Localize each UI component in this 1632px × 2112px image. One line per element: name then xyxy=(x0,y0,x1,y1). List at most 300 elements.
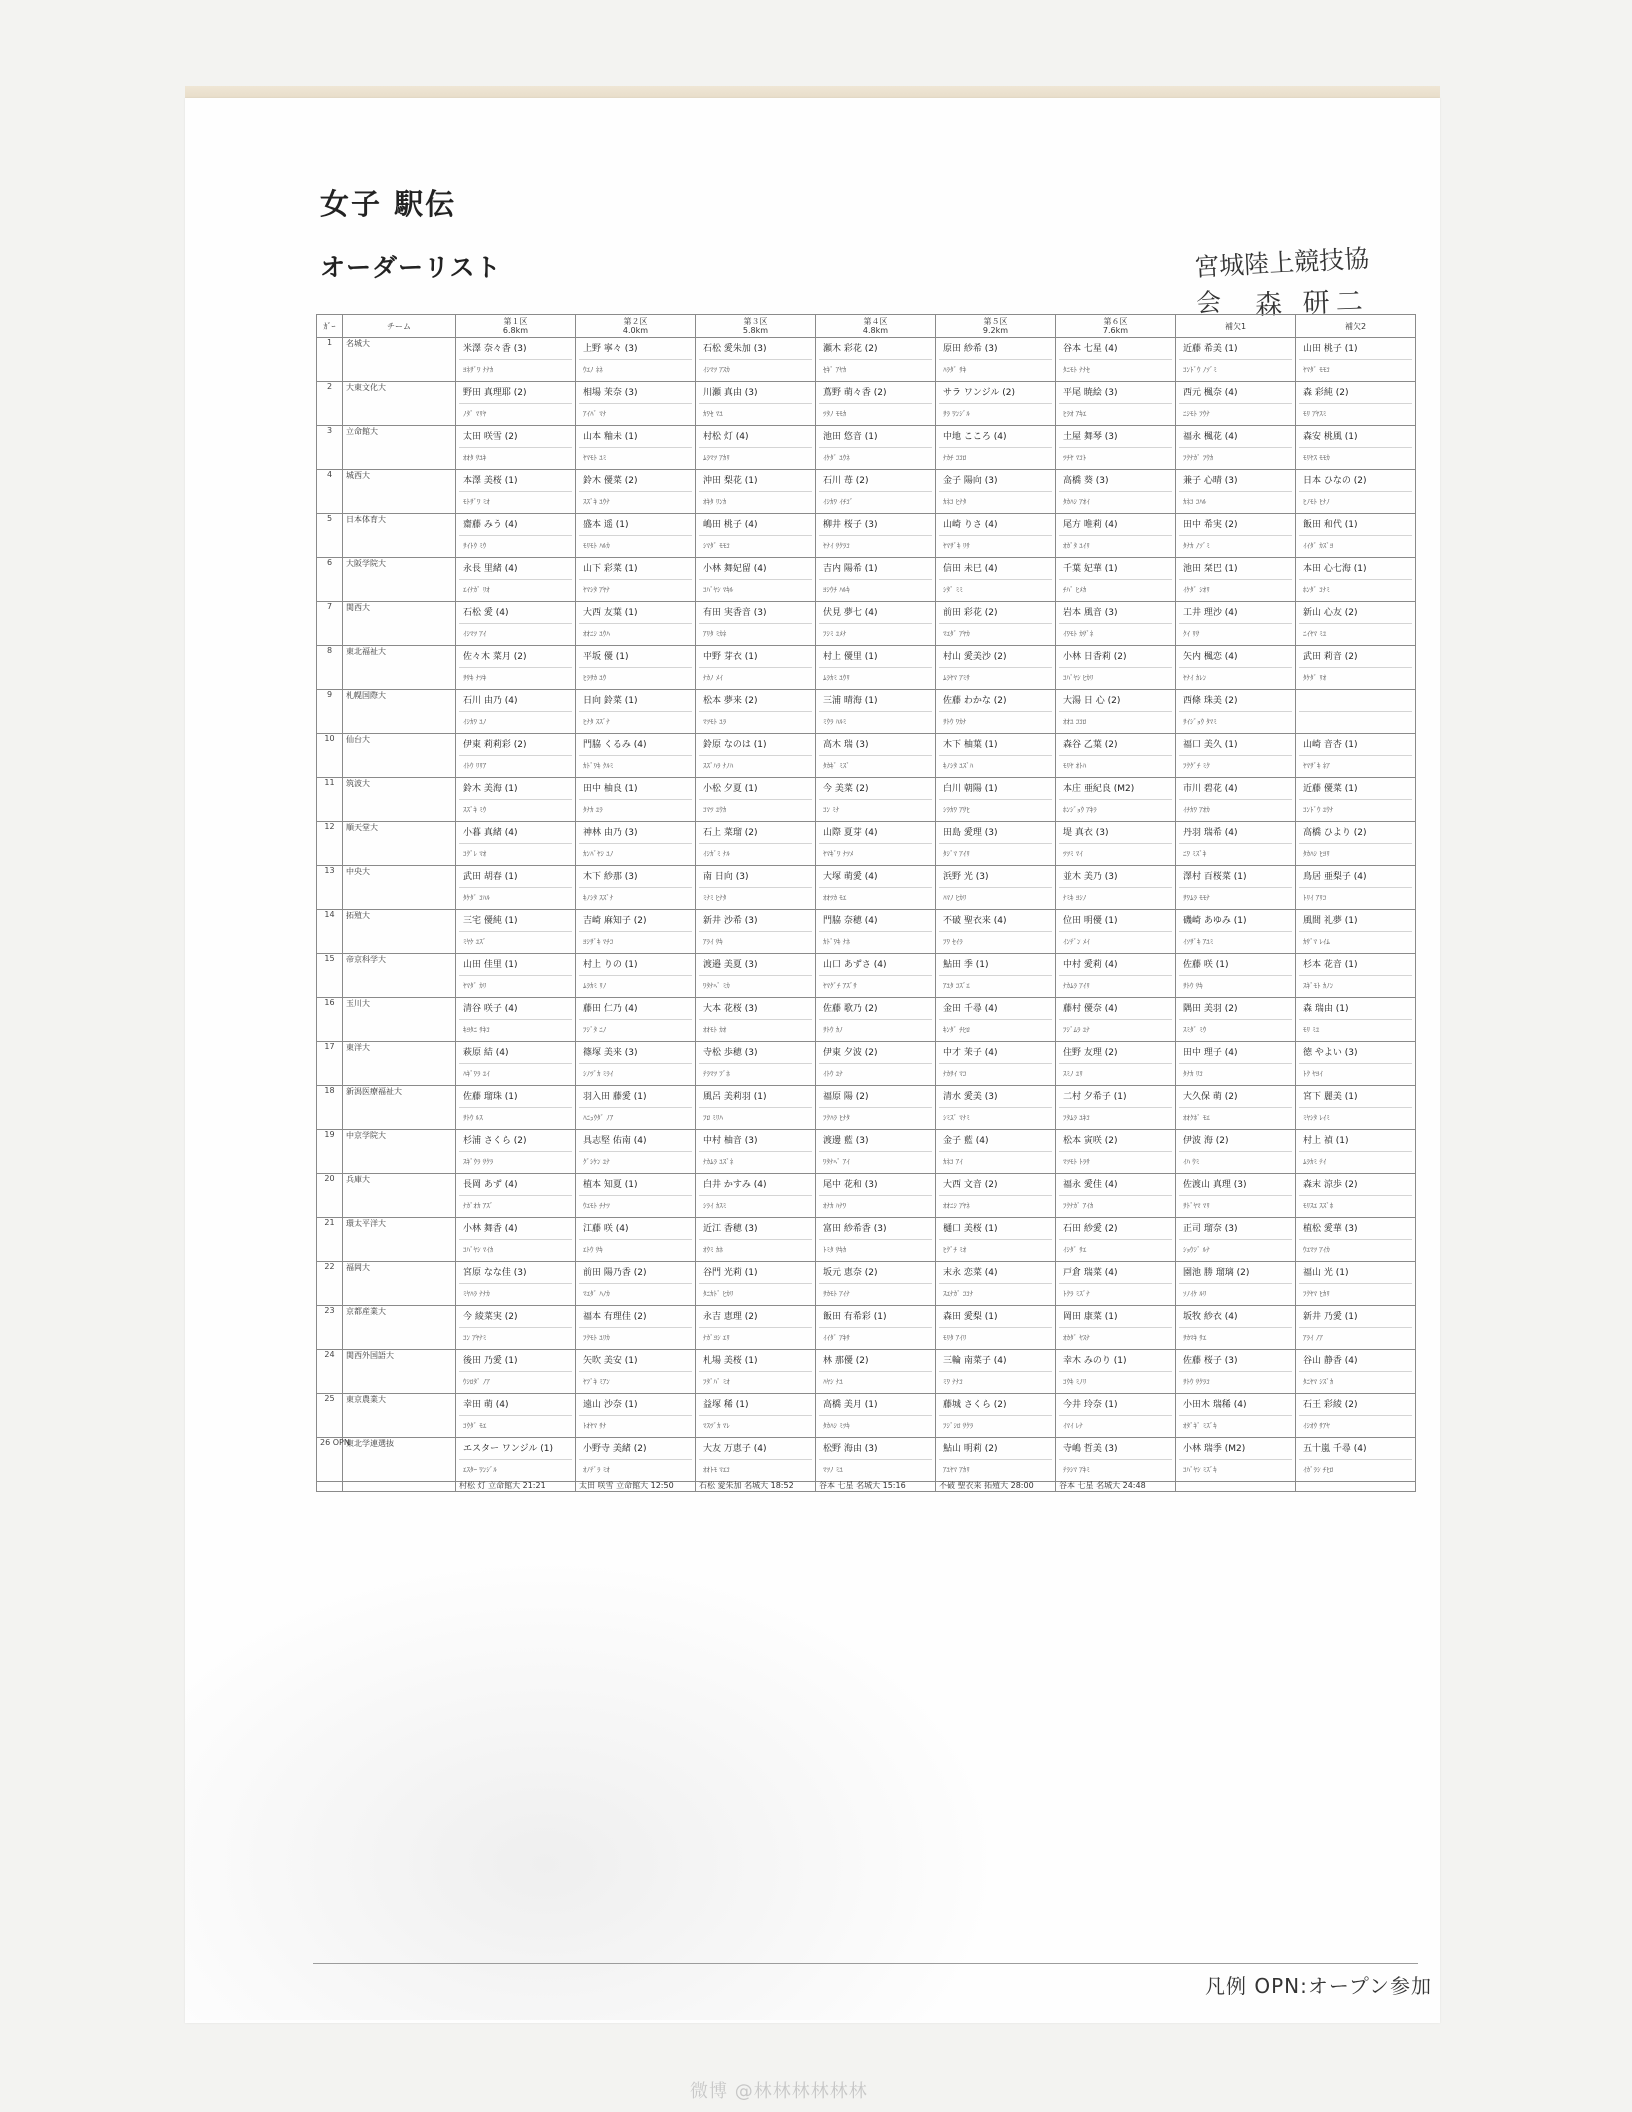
runner-name: 沖田 梨花 (1) xyxy=(699,470,812,492)
runner-cell xyxy=(696,558,816,602)
runner-cell xyxy=(816,778,936,822)
runner-name: 藤田 仁乃 (4) xyxy=(579,998,692,1020)
runner-cell xyxy=(696,690,816,734)
runner-cell xyxy=(936,646,1056,690)
runner-cell xyxy=(696,1394,816,1438)
runner-cell xyxy=(936,1218,1056,1262)
runner-kana: ﾌｼﾞﾑﾗ ﾕﾅ xyxy=(1063,1026,1090,1034)
runner-name: 新井 乃愛 (1) xyxy=(1299,1306,1412,1328)
team-number: 25 xyxy=(317,1394,343,1438)
table-row xyxy=(317,470,1416,514)
runner-cell xyxy=(1176,690,1296,734)
runner-name: 鈴原 なのは (1) xyxy=(699,734,812,756)
leg-distance: 9.2km xyxy=(982,326,1009,335)
runner-kana: ｻｶﾓﾄ ｱｲﾅ xyxy=(823,1290,850,1298)
runner-cell xyxy=(936,954,1056,998)
runner-name: 柳井 桜子 (3) xyxy=(819,514,932,536)
runner-kana: ﾖｼｻﾞｷ ﾏﾁｺ xyxy=(583,938,614,946)
runner-cell xyxy=(576,1438,696,1482)
runner-kana: ﾄｸﾗ ﾐｽﾞﾅ xyxy=(1063,1290,1090,1298)
runner-name: 伊波 海 (2) xyxy=(1179,1130,1292,1152)
runner-kana: ｼﾉﾂﾞｶ ﾐﾗｲ xyxy=(583,1070,614,1078)
runner-cell xyxy=(1296,1130,1416,1174)
table-row xyxy=(317,866,1416,910)
runner-cell xyxy=(936,690,1056,734)
runner-kana: ｻｻｷ ﾅﾂｷ xyxy=(463,674,487,682)
runner-name: 平尾 暁絵 (3) xyxy=(1059,382,1172,404)
runner-cell xyxy=(816,602,936,646)
runner-kana: ｶﾜｾ ﾏﾕ xyxy=(703,410,723,418)
runner-kana: ｻﾄｳ ｻｸﾗｺ xyxy=(1183,1378,1210,1386)
runner-name: 中野 芽衣 (1) xyxy=(699,646,812,668)
runner-name: 高橋 ひより (2) xyxy=(1299,822,1412,844)
runner-kana: ﾄﾐﾀ ｻｷｶ xyxy=(823,1246,847,1254)
runner-kana: ｲｹﾀﾞ ｼｵﾘ xyxy=(1183,586,1210,594)
runner-name: 西條 珠美 (2) xyxy=(1179,690,1292,712)
runner-name: 三浦 晴海 (1) xyxy=(819,690,932,712)
team-number: 23 xyxy=(317,1306,343,1350)
runner-name: 今 美菜 (2) xyxy=(819,778,932,800)
runner-cell xyxy=(1176,602,1296,646)
runner-kana: ｲｼｶﾞﾐ ﾅﾙ xyxy=(703,850,730,858)
runner-cell xyxy=(816,382,936,426)
team-name: 福岡大 xyxy=(343,1262,456,1306)
runner-cell xyxy=(936,382,1056,426)
runner-kana: ﾌｼﾐ ﾕﾒﾅ xyxy=(823,630,847,638)
runner-cell xyxy=(576,1130,696,1174)
runner-cell xyxy=(1176,514,1296,558)
runner-kana: ﾄｸ ﾔﾖｲ xyxy=(1303,1070,1323,1078)
runner-cell xyxy=(456,822,576,866)
runner-kana: ﾎﾝﾀﾞ ｺﾅﾐ xyxy=(1303,586,1330,594)
runner-kana: ｴﾄｳ ｻｷ xyxy=(583,1246,603,1254)
runner-cell xyxy=(816,1086,936,1130)
runner-name: 中村 愛莉 (4) xyxy=(1059,954,1172,976)
header-team: チーム xyxy=(343,315,456,338)
runner-kana: ﾔﾏｼﾀ ｱﾔﾅ xyxy=(583,586,610,594)
runner-kana: ﾔﾅｲ ｶﾚﾝ xyxy=(1183,674,1207,682)
runner-cell xyxy=(1056,1174,1176,1218)
runner-kana: ｵｶﾞﾀ ﾕｲﾘ xyxy=(1063,542,1090,550)
runner-cell xyxy=(576,1394,696,1438)
runner-kana: ｱﾕﾔﾏ ｱｶﾘ xyxy=(943,1466,970,1474)
runner-kana: ｵｶﾀﾞ ﾔｽﾅ xyxy=(1063,1334,1090,1342)
runner-cell xyxy=(456,690,576,734)
team-number: 22 xyxy=(317,1262,343,1306)
team-number: 19 xyxy=(317,1130,343,1174)
runner-cell xyxy=(936,514,1056,558)
runner-name: 渡邊 藍 (3) xyxy=(819,1130,932,1152)
team-name: 仙台大 xyxy=(343,734,456,778)
runner-name: 千葉 妃華 (1) xyxy=(1059,558,1172,580)
runner-name: 小林 瑞季 (M2) xyxy=(1179,1438,1292,1460)
runner-cell xyxy=(1176,778,1296,822)
team-name: 玉川大 xyxy=(343,998,456,1042)
runner-kana: ﾐﾅﾐ ﾋﾅﾀ xyxy=(703,894,727,902)
runner-name: 三輪 南菜子 (4) xyxy=(939,1350,1052,1372)
team-name: 日本体育大 xyxy=(343,514,456,558)
runner-kana: ｺｸﾞﾚ ﾏｵ xyxy=(463,850,487,858)
runner-name: 吉内 陽希 (1) xyxy=(819,558,932,580)
table-row xyxy=(317,426,1416,470)
runner-cell xyxy=(1056,1350,1176,1394)
runner-name: 三宅 優純 (1) xyxy=(459,910,572,932)
team-name: 立命館大 xyxy=(343,426,456,470)
table-row xyxy=(317,514,1416,558)
runner-name: 佐藤 咲 (1) xyxy=(1179,954,1292,976)
runner-kana: ｱﾗｲ ﾉｱ xyxy=(1303,1334,1323,1342)
runner-cell xyxy=(456,1086,576,1130)
runner-cell xyxy=(1056,1262,1176,1306)
runner-cell xyxy=(1056,1042,1176,1086)
runner-name: 石川 由乃 (4) xyxy=(459,690,572,712)
runner-name: 矢吹 美安 (1) xyxy=(579,1350,692,1372)
runner-name: 日向 鈴菜 (1) xyxy=(579,690,692,712)
best-row-spacer xyxy=(343,1482,456,1492)
runner-cell xyxy=(1056,426,1176,470)
runner-cell xyxy=(696,734,816,778)
runner-kana: ﾊﾔｼ ﾅﾕ xyxy=(823,1378,843,1386)
runner-name: 池田 悠音 (1) xyxy=(819,426,932,448)
runner-kana: ﾔﾏﾀﾞ ｶﾘ xyxy=(463,982,487,990)
runner-name: 寺嶋 哲美 (3) xyxy=(1059,1438,1172,1460)
runner-cell xyxy=(1056,1306,1176,1350)
runner-name: 伏見 夢七 (4) xyxy=(819,602,932,624)
runner-kana: ﾌｸｸﾞﾁ ﾐｸ xyxy=(1183,762,1210,770)
team-name: 京都産業大 xyxy=(343,1306,456,1350)
runner-kana: ｵｵﾀ ｻﾕｷ xyxy=(463,454,487,462)
runner-name: 信田 未巳 (4) xyxy=(939,558,1052,580)
runner-cell xyxy=(1176,382,1296,426)
runner-name: 村上 りの (1) xyxy=(579,954,692,976)
runner-kana: ｼﾗｲ ｶｽﾐ xyxy=(703,1202,727,1210)
runner-cell xyxy=(576,734,696,778)
runner-kana: ｷﾉｼﾀ ﾕｽﾞﾊ xyxy=(943,762,974,770)
runner-kana: ﾊｷﾞﾜﾗ ﾕｲ xyxy=(463,1070,490,1078)
runner-cell xyxy=(816,690,936,734)
runner-kana: ｽｴﾅｶﾞ ｺｺﾅ xyxy=(943,1290,974,1298)
runner-kana: ﾏﾂﾉ ﾐﾕ xyxy=(823,1466,843,1474)
table-row xyxy=(317,822,1416,866)
runner-cell xyxy=(1296,1174,1416,1218)
runner-name: 風間 礼夢 (1) xyxy=(1299,910,1412,932)
runner-name: 幸木 みのり (1) xyxy=(1059,1350,1172,1372)
runner-kana: ｺﾝﾄﾞｳ ﾕｳﾅ xyxy=(1303,806,1334,814)
runner-name: 幸田 萌 (4) xyxy=(459,1394,572,1416)
runner-name: 園池 勝 瑠璃 (2) xyxy=(1179,1262,1292,1284)
runner-cell xyxy=(1056,822,1176,866)
runner-kana: ｺﾝ ｱﾔﾅﾐ xyxy=(463,1334,487,1342)
runner-cell xyxy=(1296,338,1416,382)
runner-cell xyxy=(696,1042,816,1086)
runner-name: 渡邉 美夏 (3) xyxy=(699,954,812,976)
runner-name: 土屋 舞琴 (3) xyxy=(1059,426,1172,448)
runner-name: 門脇 奈穂 (4) xyxy=(819,910,932,932)
runner-cell xyxy=(696,1438,816,1482)
runner-name: 中才 茉子 (4) xyxy=(939,1042,1052,1064)
team-number: 1 xyxy=(317,338,343,382)
runner-kana: ﾅﾐｷ ﾖｼﾉ xyxy=(1063,894,1087,902)
runner-cell xyxy=(576,1174,696,1218)
runner-name: 谷本 七星 (4) xyxy=(1059,338,1172,360)
runner-name: 田中 柚良 (1) xyxy=(579,778,692,800)
runner-kana: ﾓﾘ ﾐﾕ xyxy=(1303,1026,1320,1034)
runner-kana xyxy=(1299,712,1412,733)
runner-name: 鈴木 美海 (1) xyxy=(459,778,572,800)
runner-kana: ﾅｶﾑﾗ ｱｲﾘ xyxy=(1063,982,1090,990)
leg-distance: 6.8km xyxy=(502,326,529,335)
team-number: 10 xyxy=(317,734,343,778)
runner-cell xyxy=(696,1350,816,1394)
runner-cell xyxy=(576,470,696,514)
runner-name: 宮下 麗美 (1) xyxy=(1299,1086,1412,1108)
watermark: 微博 @林林林林林林 xyxy=(690,2081,868,2102)
runner-name: 五十嵐 千尋 (4) xyxy=(1299,1438,1412,1460)
runner-name: 本庄 亜紀良 (M2) xyxy=(1059,778,1172,800)
runner-kana: ﾆﾜ ﾐｽﾞｷ xyxy=(1183,850,1207,858)
runner-cell xyxy=(1176,1438,1296,1482)
runner-name: 上野 寧々 (3) xyxy=(579,338,692,360)
runner-name: 林 那優 (2) xyxy=(819,1350,932,1372)
leg-label: 第４区 xyxy=(863,317,888,326)
runner-cell xyxy=(816,1218,936,1262)
runner-cell xyxy=(696,1130,816,1174)
runner-name: 中地 こころ (4) xyxy=(939,426,1052,448)
runner-kana: ﾌｸﾔﾏ ﾋｶﾘ xyxy=(1303,1290,1330,1298)
runner-cell xyxy=(1296,910,1416,954)
footer-rule xyxy=(313,1963,1418,1964)
runner-name: 石松 愛 (4) xyxy=(459,602,572,624)
runner-name: 坂元 恵奈 (2) xyxy=(819,1262,932,1284)
runner-name: 佐藤 瑠珠 (1) xyxy=(459,1086,572,1108)
runner-cell xyxy=(696,866,816,910)
runner-cell xyxy=(576,558,696,602)
team-number: 6 xyxy=(317,558,343,602)
runner-cell xyxy=(816,646,936,690)
runner-cell xyxy=(816,1350,936,1394)
team-name: 城西大 xyxy=(343,470,456,514)
runner-name: 米澤 奈々香 (3) xyxy=(459,338,572,360)
runner-cell xyxy=(1176,910,1296,954)
runner-kana: ﾅｶﾉ ﾒｲ xyxy=(703,674,723,682)
runner-name: 石王 彩綾 (2) xyxy=(1299,1394,1412,1416)
runner-kana: ﾊﾆｭｳﾀﾞ ﾉｱ xyxy=(583,1114,614,1122)
runner-kana: ﾖﾈｻﾞﾜ ﾅﾅｶ xyxy=(463,366,494,374)
team-number: 5 xyxy=(317,514,343,558)
runner-kana: ｲﾏｲ ﾚﾅ xyxy=(1063,1422,1083,1430)
runner-name: 後田 乃愛 (1) xyxy=(459,1350,572,1372)
runner-cell xyxy=(576,382,696,426)
runner-name: 福永 愛佳 (4) xyxy=(1059,1174,1172,1196)
runner-cell xyxy=(576,1218,696,1262)
runner-kana: ﾄﾘｲ ｱﾘｺ xyxy=(1303,894,1327,902)
runner-kana: ﾂﾂﾐ ﾏｲ xyxy=(1063,850,1083,858)
team-name: 大阪学院大 xyxy=(343,558,456,602)
runner-kana: ｵﾉﾃﾞﾗ ﾐｵ xyxy=(583,1466,610,1474)
runner-kana: ﾋﾗｻｶ ﾕｳ xyxy=(583,674,607,682)
team-number: 12 xyxy=(317,822,343,866)
runner-cell xyxy=(576,338,696,382)
runner-cell xyxy=(1056,734,1176,778)
runner-kana: ﾓﾘ ｱﾔｽﾐ xyxy=(1303,410,1327,418)
runner-kana: ﾉﾀﾞ ﾏﾘﾔ xyxy=(463,410,487,418)
runner-cell xyxy=(1296,1086,1416,1130)
runner-kana: ｱｲﾊﾞ ﾏﾅ xyxy=(583,410,607,418)
runner-kana: ﾌｸﾓﾄ ﾕﾘｶ xyxy=(583,1334,610,1342)
runner-kana: ﾜﾀﾅﾍﾞ ｱｲ xyxy=(823,1158,850,1166)
runner-name: 羽入田 藤愛 (1) xyxy=(579,1086,692,1108)
runner-kana: ﾌｸﾊﾗ ﾋﾅﾀ xyxy=(823,1114,850,1122)
runner-kana: ｶﾈｺ ｺﾊﾙ xyxy=(1183,498,1207,506)
runner-kana: ﾀﾆｶﾄﾞ ﾋｶﾘ xyxy=(703,1290,734,1298)
runner-kana: ｲｼﾀﾞ ｻｴ xyxy=(1063,1246,1087,1254)
runner-cell xyxy=(1296,690,1416,734)
runner-name: 田島 愛理 (3) xyxy=(939,822,1052,844)
header-leg-4 xyxy=(816,315,936,338)
runner-kana: ｱﾘﾀ ﾐｶﾈ xyxy=(703,630,727,638)
runner-name: 山田 桃子 (1) xyxy=(1299,338,1412,360)
runner-cell xyxy=(1296,734,1416,778)
runner-kana: ｻﾄｳ ｶﾉ xyxy=(823,1026,843,1034)
runner-cell xyxy=(816,1306,936,1350)
runner-kana: ｲｼｵｳ ｻｱﾔ xyxy=(1303,1422,1330,1430)
runner-name: 村上 禎 (1) xyxy=(1299,1130,1412,1152)
runner-cell xyxy=(1176,558,1296,602)
runner-kana: ｲﾝﾃﾞﾝ ﾒｲ xyxy=(1063,938,1090,946)
paper-fold-shadow xyxy=(185,1500,1085,2020)
runner-kana: ﾅｶﾁ ｺｺﾛ xyxy=(943,454,967,462)
team-name: 拓殖大 xyxy=(343,910,456,954)
runner-cell xyxy=(936,426,1056,470)
runner-kana: ﾅｶｻｲ ﾏｺ xyxy=(943,1070,967,1078)
runner-cell xyxy=(576,1042,696,1086)
runner-kana: ｵﾀﾞｷﾞ ﾐｽﾞｷ xyxy=(1183,1422,1217,1430)
runner-cell xyxy=(936,1174,1056,1218)
runner-name: 嶋田 桃子 (4) xyxy=(699,514,812,536)
table-row xyxy=(317,1350,1416,1394)
runner-name: 松野 海由 (3) xyxy=(819,1438,932,1460)
runner-kana: ﾑﾗｶﾐ ﾃｲ xyxy=(1303,1158,1327,1166)
runner-kana: ﾓﾘﾔ ｵﾄﾊ xyxy=(1063,762,1087,770)
runner-name: 前田 陽乃香 (2) xyxy=(579,1262,692,1284)
runner-kana: ﾌﾀﾞﾊﾞ ﾐｵ xyxy=(703,1378,730,1386)
runner-name: 樋口 美桜 (1) xyxy=(939,1218,1052,1240)
runner-cell xyxy=(1056,690,1176,734)
runner-kana: ｻﾄﾞﾔﾏ ﾏﾘ xyxy=(1183,1202,1210,1210)
runner-name: 不破 聖衣来 (4) xyxy=(939,910,1052,932)
leg-label: 第５区 xyxy=(983,317,1008,326)
runner-kana: ﾔﾅｲ ｻｸﾗｺ xyxy=(823,542,850,550)
runner-cell xyxy=(576,514,696,558)
runner-name: 藤村 優奈 (4) xyxy=(1059,998,1172,1020)
runner-kana: ﾅｶﾑﾗ ﾕｽﾞﾈ xyxy=(703,1158,734,1166)
runner-name: 正司 瑠奈 (3) xyxy=(1179,1218,1292,1240)
header-leg-5 xyxy=(936,315,1056,338)
runner-kana: ﾀﾅｶ ﾉｿﾞﾐ xyxy=(1183,542,1210,550)
runner-kana: ｽｷﾞﾓﾄ ｶﾉﾝ xyxy=(1303,982,1334,990)
runner-kana: ﾌｼﾞｼﾛ ｻｸﾗ xyxy=(943,1422,974,1430)
runner-cell xyxy=(1176,1306,1296,1350)
team-name: 名城大 xyxy=(343,338,456,382)
table-row xyxy=(317,602,1416,646)
runner-kana: ｽﾐﾀﾞ ﾐｳ xyxy=(1183,1026,1207,1034)
runner-name: 白川 朝陽 (1) xyxy=(939,778,1052,800)
runner-kana: ｲｲﾀﾞ ｶｽﾞﾖ xyxy=(1303,542,1334,550)
section-best-leg-7 xyxy=(1176,1482,1296,1492)
runner-cell xyxy=(1176,954,1296,998)
runner-kana: ﾏﾂﾓﾄ ﾄﾗｻ xyxy=(1063,1158,1090,1166)
leg-label: 補欠1 xyxy=(1224,321,1247,331)
runner-kana: ﾌｸﾅｶﾞ ﾌｳｶ xyxy=(1183,454,1214,462)
runner-name: 大久保 萌 (2) xyxy=(1179,1086,1292,1108)
runner-kana: ﾐﾔﾊﾗ ﾅﾅｶ xyxy=(463,1290,490,1298)
runner-cell xyxy=(576,1350,696,1394)
runner-name: 近江 香穂 (3) xyxy=(699,1218,812,1240)
runner-name: 福口 美久 (1) xyxy=(1179,734,1292,756)
runner-cell xyxy=(1296,602,1416,646)
runner-kana: ﾓﾘﾓﾄ ﾊﾙｶ xyxy=(583,542,610,550)
runner-name: 武田 胡春 (1) xyxy=(459,866,572,888)
runner-cell xyxy=(1176,734,1296,778)
runner-kana: ｺﾊﾞﾔｼ ﾏｲｶ xyxy=(463,1246,494,1254)
runner-name: 金田 千尋 (4) xyxy=(939,998,1052,1020)
team-name: 新潟医療福祉大 xyxy=(343,1086,456,1130)
runner-cell xyxy=(936,602,1056,646)
runner-kana: ｳｴﾓﾄ ﾁﾅﾂ xyxy=(583,1202,610,1210)
runner-cell xyxy=(816,1174,936,1218)
runner-cell xyxy=(456,470,576,514)
runner-cell xyxy=(1056,382,1176,426)
runner-name: 矢内 楓恋 (4) xyxy=(1179,646,1292,668)
runner-name: 高木 瑞 (3) xyxy=(819,734,932,756)
runner-kana: ﾀｼﾞﾏ ｱｲﾘ xyxy=(943,850,970,858)
runner-cell xyxy=(1296,382,1416,426)
team-name: 東京農業大 xyxy=(343,1394,456,1438)
runner-cell xyxy=(1176,1130,1296,1174)
runner-cell xyxy=(936,338,1056,382)
runner-name: 遠山 沙奈 (1) xyxy=(579,1394,692,1416)
runner-kana: ﾑﾗｶﾐ ﾘﾉ xyxy=(583,982,607,990)
runner-kana: ﾌﾀﾑﾗ ﾕｷｺ xyxy=(1063,1114,1090,1122)
runner-cell xyxy=(456,1042,576,1086)
runner-cell xyxy=(1056,998,1176,1042)
runner-name: 山崎 りさ (4) xyxy=(939,514,1052,536)
runner-kana: ﾅｶﾞｵｶ ｱｽﾞ xyxy=(463,1202,494,1210)
runner-cell xyxy=(936,1306,1056,1350)
runner-kana: ｲﾁｶﾜ ｱｵｶ xyxy=(1183,806,1210,814)
runner-name: 松本 寅咲 (2) xyxy=(1059,1130,1172,1152)
table-row xyxy=(317,1086,1416,1130)
runner-name: 金子 藍 (4) xyxy=(939,1130,1052,1152)
runner-kana: ﾏﾂﾓﾄ ﾕﾗ xyxy=(703,718,727,726)
runner-kana: ﾑﾗｶﾐ ﾕｳﾘ xyxy=(823,674,850,682)
runner-kana: ｶﾝﾊﾞﾔｼ ﾕﾉ xyxy=(583,850,614,858)
runner-name: 寺松 歩穂 (3) xyxy=(699,1042,812,1064)
runner-cell xyxy=(1176,426,1296,470)
runner-cell xyxy=(1176,1262,1296,1306)
runner-name: 風呂 美莉羽 (1) xyxy=(699,1086,812,1108)
runner-kana: ｺﾝ ﾐﾅ xyxy=(823,806,840,814)
runner-cell xyxy=(1296,822,1416,866)
runner-name: 高橋 葵 (3) xyxy=(1059,470,1172,492)
runner-cell xyxy=(816,426,936,470)
runner-name: 小林 日香莉 (2) xyxy=(1059,646,1172,668)
table-row xyxy=(317,382,1416,426)
runner-kana: ﾐｳﾗ ﾊﾙﾐ xyxy=(823,718,847,726)
runner-name: エスター ワンジル (1) xyxy=(459,1438,572,1460)
runner-kana: ﾖｼｳﾁ ﾊﾙｷ xyxy=(823,586,850,594)
section-best-leg-1: 村松 灯 立命館大 21:21 xyxy=(456,1482,576,1492)
